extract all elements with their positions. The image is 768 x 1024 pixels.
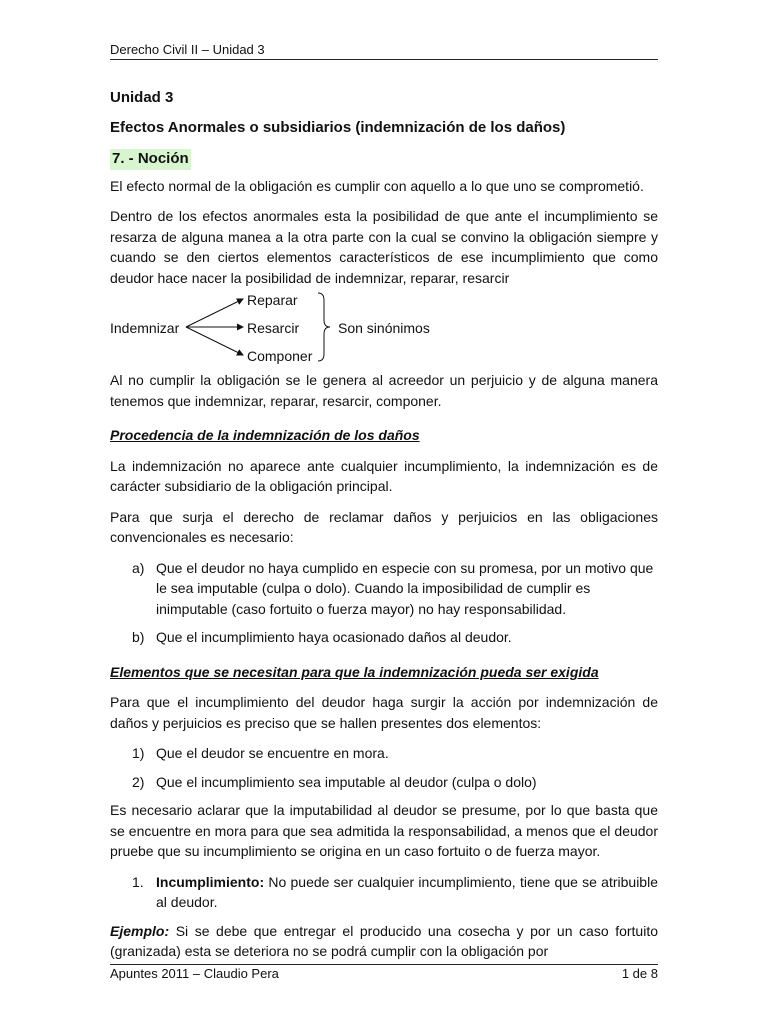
paragraph: Al no cumplir la obligación se le genera al acreedor un perjuicio y de alguna manera tenemos que indemnizar, reparar, resarcir, componer. xyxy=(110,372,658,409)
example-label: Ejemplo: xyxy=(110,922,170,939)
list-item xyxy=(110,772,658,793)
section-heading-nocion: 7. - Noción xyxy=(110,149,191,170)
section-heading-procedencia: Procedencia de la indemnización de los daños xyxy=(110,427,420,443)
list-marker: 2) xyxy=(132,773,145,790)
diagram-brace-label: Son sinónimos xyxy=(338,320,430,336)
term-label: Incumplimiento: xyxy=(156,873,265,890)
list-text: Que el deudor no haya cumplido en especie con su promesa, por un motivo que le sea imputable (culpa o dolo). Cuando la imposibilidad de cumplir es inimputable (caso fortuito o fuerza mayor) no hay responsabilidad. xyxy=(156,559,654,617)
brace xyxy=(318,293,330,361)
unit-subtitle: Efectos Anormales o subsidiarios (indemnización de los daños) xyxy=(110,119,566,136)
unit-title: Unidad 3 xyxy=(110,89,174,106)
list-item xyxy=(110,872,658,913)
paragraph: Para que el incumplimiento del deudor haga surgir la acción por indemnización de daños y perjuicios es preciso que se hallen presentes dos elementos: xyxy=(110,694,658,731)
list-marker: a) xyxy=(132,559,145,576)
list-item xyxy=(110,743,658,764)
list-text: Que el deudor se encuentre en mora. xyxy=(156,745,389,761)
list-text: Que el incumplimiento sea imputable al deudor (culpa o dolo) xyxy=(156,773,537,790)
example-paragraph xyxy=(110,921,658,962)
example-text: Si se debe que entregar el producido una cosecha y por un caso fortuito (granizada) esta se deteriora no se podrá cumplir con la obligación por xyxy=(110,922,658,959)
diagram-source: Indemnizar xyxy=(110,320,180,336)
paragraph: Para que surja el derecho de reclamar daños y perjuicios en las obligaciones convencionales es necesario: xyxy=(110,508,658,545)
synonyms-diagram xyxy=(110,292,658,362)
paragraph: La indemnización no aparece ante cualquier incumplimiento, la indemnización es de carácter subsidiario de la obligación principal. xyxy=(110,457,658,494)
arrow-componer xyxy=(186,327,243,355)
page-number: 1 de 8 xyxy=(621,966,658,981)
diagram-target-reparar: Reparar xyxy=(247,292,298,308)
list-item xyxy=(110,558,658,620)
list-marker: 1) xyxy=(132,745,145,761)
diagram-target-resarcir: Resarcir xyxy=(247,320,300,336)
list-text: Que el incumplimiento haya ocasionado daños al deudor. xyxy=(156,629,512,645)
paragraph: Es necesario aclarar que la imputabilidad al deudor se presume, por lo que basta que se encuentre en mora para que sea admitida la responsabilidad, a menos que el deudor pruebe que su incumplimiento se origina en un caso fortuito o de fuerza mayor. xyxy=(110,802,658,859)
section-heading-elementos: Elementos que se necesitan para que la indemnización pueda ser exigida xyxy=(110,663,599,680)
page-header: Derecho Civil II – Unidad 3 xyxy=(110,42,265,57)
arrow-reparar xyxy=(186,299,243,327)
paragraph: El efecto normal de la obligación es cumplir con aquello a lo que uno se comprometió. xyxy=(110,177,644,194)
paragraph: Dentro de los efectos anormales esta la posibilidad de que ante el incumplimiento se resarza de alguna manea a la otra parte con la cual se convino la obligación siempre y cuando se den ciertos elementos característicos de ese incumplimiento que como deudor hace nacer la posibilidad de indemnizar, reparar, resarcir xyxy=(110,208,658,286)
term-text: No puede ser cualquier incumplimiento, tiene que se atribuible al deudor. xyxy=(156,873,658,910)
diagram-target-componer: Componer xyxy=(247,348,313,364)
list-text xyxy=(156,872,658,913)
page-footer-author: Apuntes 2011 – Claudio Pera xyxy=(110,966,279,981)
numbered-list xyxy=(110,743,658,792)
list-marker: b) xyxy=(132,629,145,645)
footer-rule xyxy=(110,964,658,965)
page-body xyxy=(110,88,658,972)
list-item xyxy=(110,627,658,648)
lettered-list xyxy=(110,558,658,648)
header-rule xyxy=(110,59,658,60)
list-marker: 1. xyxy=(132,873,144,890)
